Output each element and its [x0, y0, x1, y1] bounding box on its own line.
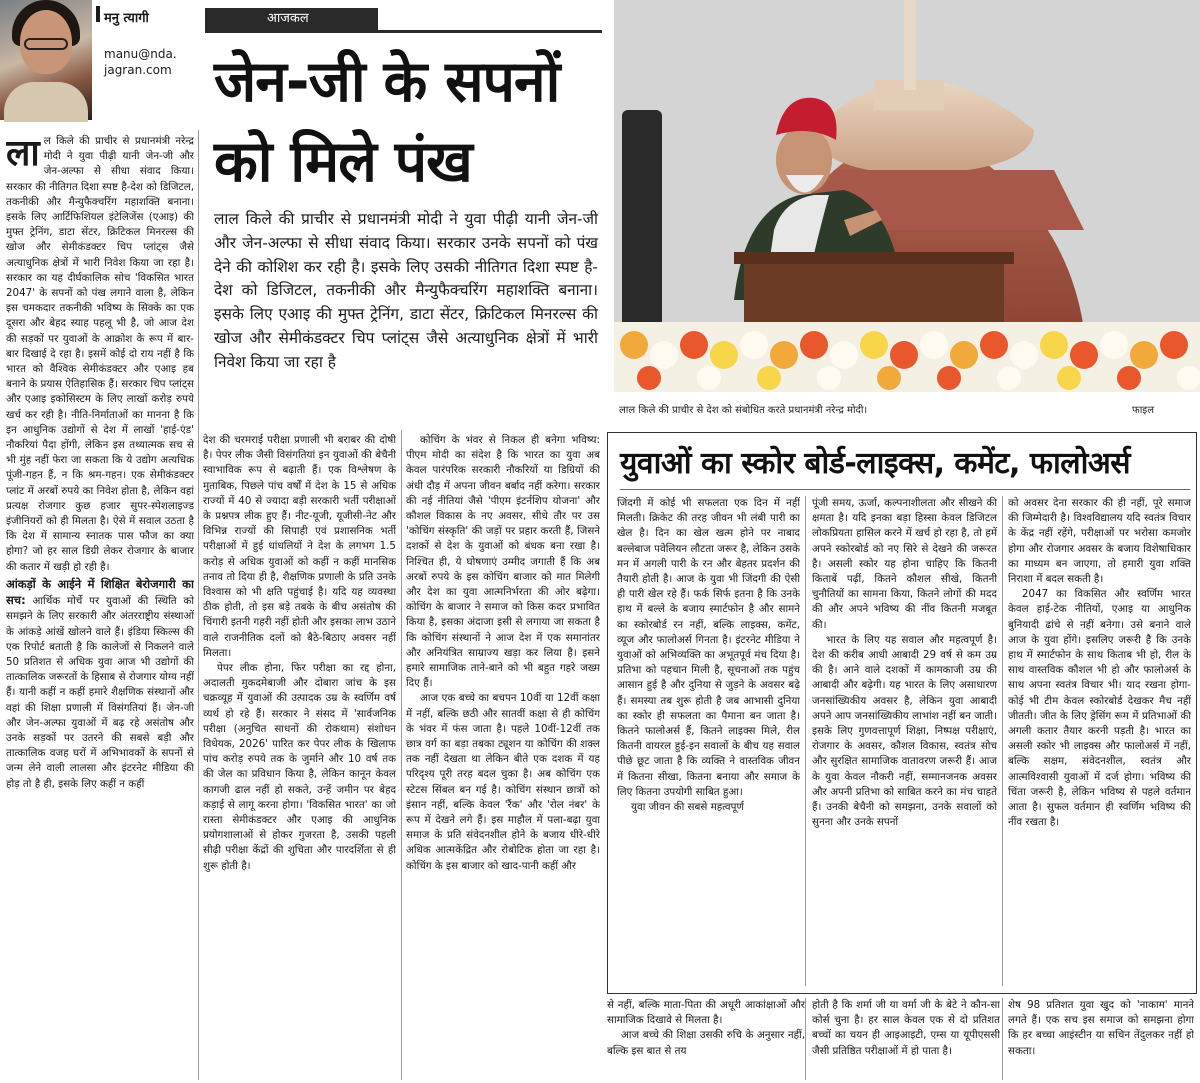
bottom-column-2 — [812, 998, 1000, 1080]
bottom-column-1-text-2: आज बच्चे की शिक्षा उसकी रुचि के अनुसार नहीं, बल्कि इस बात से तय — [607, 1029, 805, 1057]
standfirst: लाल किले की प्राचीर से प्रधानमंत्री मोदी ने युवा पीढ़ी यानी जेन-जी और जेन-अल्फा से सीधा संवाद किया। सरकार उनके सपनों को पंख देने की कोशिश कर रही है। इसके लिए उसकी नीतिगत दिशा स्पष्ट है-देश को डिजिटल, तकनीकी और मैन्युफैक्चरिंग महाशक्ति बनाना। इसके लिए एआइ की मुफ्त ट्रेनिंग, डाटा सेंटर, क्रिटिकल मिनरल्स की खोज और सेमीकंडक्टर चिप प्लांट्स जैसे अत्याधुनिक क्षेत्रों में भारी निवेश किया जा रहा है — [214, 210, 598, 371]
column-divider — [1002, 496, 1003, 986]
author-email: manu@nda. jagran.com — [104, 47, 177, 77]
lead-photo — [614, 0, 1200, 392]
column-divider — [805, 998, 806, 1080]
column-divider — [401, 430, 402, 1080]
author-bar — [96, 6, 100, 22]
label-rule — [205, 30, 602, 33]
column-2-text: देश की चरमराई परीक्षा प्रणाली भी बराबर की दोषी है। पेपर लीक जैसी विसंगतियां इन युवाओं की बेचैनी स्वाभाविक रूप से बढ़ाती हैं। एक विश्लेषण के मुताबिक, पिछले पांच वर्षों में देश के 15 से अधिक राज्यों में 40 से ज्यादा बड़ी सरकारी भर्ती परीक्षाओं के प्रश्नपत्र लीक हुए हैं। नीट-यूजी, यूजीसी-नेट और विभिन्न राज्यों की सिपाही एवं प्रशासनिक भर्ती परीक्षाओं में हुई धांधलियों ने देश के लगभग 1.5 करोड़ से अधिक युवाओं को कहीं न कहीं मानसिक तनाव तो दिया ही है, शैक्षणिक प्रणाली के प्रति उनके विश्वास को भी क्षति पहुंचाई है। यदि यह व्यवस्था ठीक होती, तो इस बड़े तबके के बीच असंतोष की चिंगारी इतनी गहरी नहीं होती और इसका लाभ उठाने वाले राजनीतिक दलों को बैठे-बिठाए अवसर नहीं मिलता। — [203, 434, 396, 659]
bottom-column-3 — [1008, 998, 1194, 1080]
column-3-text: कोचिंग के भंवर से निकल ही बनेगा भविष्य: पीएम मोदी का संदेश है कि भारत का युवा अब केवल पारंपरिक सरकारी नौकरियों या डिग्रियों की अंधी दौड़ में अपना जीवन बर्बाद नहीं करेगा। सरकार की नई नीतियां जैसे 'पीएम इंटर्नशिप योजना' और कौशल विकास के नए अवसर, सीधे तौर पर उस 'कोचिंग संस्कृति' की जड़ों पर प्रहार करती हैं, जिसने दशकों से देश के युवाओं को बंधक बना रखा है। निश्चित ही, ये घोषणाएं उम्मीद जगाती हैं कि अब अरबों रुपये के इस कोचिंग बाजार को मात मिलेगी और देश का युवा आत्मनिर्भरता की ओर बढ़ेगा। कोचिंग के बाजार ने समाज को किस कदर प्रभावित किया है, इसका अंदाजा इसी से लगाया जा सकता है कि कोचिंग संस्थानों ने आज देश में एक समानांतर और अनियंत्रित साम्राज्य खड़ा कर लिया है। इसने हमारे सामाजिक ताने-बाने को भी बहुत गहरे जख्म दिए हैं। — [406, 434, 600, 690]
box-column-3-text: को अवसर देना सरकार की ही नहीं, पूरे समाज की जिम्मेदारी है। विश्वविद्यालय यदि स्वतंत्र विचार के केंद्र नहीं रहेंगे, परीक्षाओं पर भरोसा कमजोर होगा और रोजगार अवसर के बजाय विशेषाधिकार का माध्यम बन जाएगा, तो हमारी युवा शक्ति निराशा में बदल सकती है। — [1008, 497, 1191, 586]
box-column-1-text: जिंदगी में कोई भी सफलता एक दिन में नहीं मिलती। क्रिकेट की तरह जीवन भी लंबी पारी का खेल है। दिन का खेल खत्म होने पर नाबाद बल्लेबाज पवेलियन लौटता जरूर है, लेकिन उसके मन में अगली पारी के रन और बेहतर प्रदर्शन की तैयारी होती है। आज के युवा भी जिंदगी की ऐसी ही पारी खेल रहे हैं। फर्क सिर्फ इतना है कि उनके हाथ में बल्ले के बजाय स्मार्टफोन है और सामने का स्कोरबोर्ड रन नहीं, बल्कि लाइक्स, कमेंट, व्यूज और फालोअर्स गिनता है। इंटरनेट मीडिया ने युवाओं को अभिव्यक्ति का अभूतपूर्व मंच दिया है। प्रतिभा को पहचान मिली है, सूचनाओं तक पहुंच आसान हुई है और दुनिया से जुड़ने के अवसर बढ़े हैं। समस्या तब शुरू होती है जब आभासी दुनिया का स्कोर ही सफलता का पैमाना बन जाता है। कितने फालोअर्स हैं, कितने लाइक्स मिले, रील कितनी वायरल हुई-इन सवालों के बीच यह सवाल पीछे छूट जाता है कि व्यक्ति ने वास्तविक जीवन में कितना सीखा, कितना बनाया और समाज के लिए कितना उपयोगी साबित हुआ। — [617, 497, 800, 798]
column-1-text-2: आर्थिक मोर्चे पर युवाओं की स्थिति को समझने के लिए सरकारी और अंतरराष्ट्रीय संस्थाओं के आंकड़े आंखें खोलने वाले हैं। इंडिया स्किल्स की एक रिपोर्ट बताती है कि कालेजों से निकलने वाले 50 प्रतिशत से अधिक युवा आज भी उद्योगों की तात्कालिक जरूरतों के हिसाब से रोजगार योग्य नहीं हैं। यानी कहीं न कहीं हमारे शैक्षणिक संस्थानों और वहां की शिक्षा प्रणाली में विसंगतियां हैं। जेन-जी और जेन-अल्फा युवाओं में बढ़ रहे असंतोष और उनके सड़कों पर उतरने की सबसे बड़ी और तात्कालिक वजह घरों में अभिभावकों के सपनों से जन्म लेने वाली लालसा और इंटरनेट मीडिया की होड़ तो है ही, इसके लिए कहीं न कहीं — [6, 595, 194, 790]
bottom-column-1 — [607, 998, 805, 1080]
column-divider — [198, 130, 199, 1080]
author-name: मनु त्यागी — [104, 11, 149, 26]
bottom-column-1-text: से नहीं, बल्कि माता-पिता की अधूरी आकांक्षाओं और सामाजिक दिखावे से मिलता है। — [607, 999, 805, 1027]
bottom-column-3-text: शेष 98 प्रतिशत युवा खुद को 'नाकाम' मानने लगते हैं। एक सच इस समाज को समझना होगा कि हर बच्चा आइंस्टीन या सचिन तेंदुलकर नहीं हो सकता। — [1008, 999, 1194, 1057]
article-column-2 — [203, 433, 396, 1078]
subhead: आंकड़ों के आईने में शिक्षित बेरोजगारी का सच: — [6, 576, 194, 608]
box-column-2-text: पूंजी समय, ऊर्जा, कल्पनाशीलता और सीखने की क्षमता है। यदि इनका बड़ा हिस्सा केवल डिजिटल लोकप्रियता हासिल करने में खर्च हो रहा है, तो हमें अपने स्कोरबोर्ड को नए सिरे से देखने की जरूरत है। असली स्कोर यह होना चाहिए कि कितनी किताबें पढ़ीं, कितने कौशल सीखे, कितनी चुनौतियों का सामना किया, कितने लोगों की मदद की और अपने भविष्य की नींव कितनी मजबूत की। — [812, 497, 997, 631]
article-column-1 — [6, 134, 194, 1078]
column-divider — [1002, 998, 1003, 1080]
headline: जेन-जी के सपनों को मिले पंख — [214, 49, 560, 195]
column-3-text-2: आज एक बच्चे का बचपन 10वीं या 12वीं कक्षा में नहीं, बल्कि छठी और सातवीं कक्षा से ही कोचिंग के भंवर में फंस जाता है। पहले 10वीं-12वीं तक छात्र वर्ग का बड़ा तबका ट्यूशन या कोचिंग की शक्ल तक नहीं देखता था लेकिन बीते एक दशक में यह परिदृश्य पूरी तरह बदल चुका है। अब कोचिंग एक स्टेटस सिंबल बन गई है। कोचिंग संस्थान छात्रों को इंसान नहीं, बल्कि केवल 'रैंक' और 'रोल नंबर' के रूप में देखने लगे हैं। इस माहौल में पला-बढ़ा युवा समाज के प्रति संवेदनशील होने के बजाय धीरे-धीरे अधिक आत्मकेंद्रित और रोबोटिक होता जा रहा है। कोचिंग के इस बाजार को खाद-पानी कहीं और — [406, 692, 600, 872]
column-label: आजकल — [205, 8, 378, 30]
box-column-3 — [1008, 496, 1191, 988]
box-rule — [620, 489, 1190, 490]
column-divider — [805, 496, 806, 986]
box-column-2-text-2: भारत के लिए यह सवाल और महत्वपूर्ण है। देश की करीब आधी आबादी 29 वर्ष से कम उम्र की है। आने वाले दशकों में कामकाजी उम्र की आबादी और बढ़ेगी। यह भारत के लिए असाधारण जनसांख्यिकीय अवसर है, लेकिन युवा आबादी अपने आप जनसांख्यिकीय लाभांश नहीं बन जाती। इसके लिए गुणवत्तापूर्ण शिक्षा, निष्पक्ष परीक्षाएं, रोजगार के अवसर, कौशल विकास, स्वतंत्र सोच और सुरक्षित सामाजिक वातावरण जरूरी हैं। आज के युवा केवल नौकरी नहीं, सम्मानजनक अवसर और अपनी प्रतिभा को साबित करने का मंच चाहते हैं। उनकी बेचैनी को समझना, उनके सवालों को सुनना और उनके सपनों — [812, 633, 997, 829]
box-column-1-text-2: युवा जीवन की सबसे महत्वपूर्ण — [631, 801, 744, 814]
bottom-column-2-text: होती है कि शर्मा जी या वर्मा जी के बेटे ने कौन-सा कोर्स चुना है। हर साल केवल एक से दो प्रतिशत बच्चों का चयन ही आइआइटी, एम्स या यूपीएससी जैसी प्रतिष्ठित परीक्षाओं में हो पाता है। — [812, 999, 1000, 1057]
column-1-text: ल किले की प्राचीर से प्रधानमंत्री नरेन्द्र मोदी ने युवा पीढ़ी यानी जेन-जी और जेन-अल्फा से सीधा संवाद किया। सरकार की नीतिगत दिशा स्पष्ट है-देश को डिजिटल, तकनीकी और मैन्युफैक्चरिंग महाशक्ति बनाना। इसके लिए आर्टिफिशियल इंटेलिजेंस (एआइ) की मुफ्त ट्रेनिंग, डाटा सेंटर, क्रिटिकल मिनरल्स की खोज और सेमीकंडक्टर चिप प्लांट्स जैसे अत्याधुनिक क्षेत्रों में भारी निवेश किया जा रहा है। सरकार का यह दीर्घकालिक सोच 'विकसित भारत 2047' के सपनों को पंख लगाने वाला है, लेकिन इस चमकदार तकनीकी भविष्य के सिक्के का एक दूसरा और बेहद स्याह पहलू भी है, जो आज देश की सड़कों पर युवाओं के आक्रोश के रूप में बार-बार दिखाई दे रहा है। इसमें कोई दो राय नहीं है कि भारत को वैश्विक सेमीकंडक्टर और एआइ हब बनाने के प्रयास ऐतिहासिक हैं। सरकार चिप प्लांट्स और एआइ इकोसिस्टम के लिए लाखों करोड़ रुपये खर्च कर रही है। नीति-निर्माताओं का मानना है कि इन आधुनिक उद्योगों से देश में लाखों 'हाई-एंड' नौकरियां पैदा होंगी, लेकिन इस तथ्यात्मक सच से भी मुंह नहीं फेरा जा सकता कि ये उद्योग अत्यधिक पूंजी-गहन हैं, न कि श्रम-गहन। एक सेमीकंडक्टर प्लांट में अरबों रुपये का निवेश होता है, लेकिन वहां प्रत्यक्ष रोजगार कुछ हजार सुपर-स्पेशलाइज्ड इंजीनियरों को ही मिलता है। ऐसे में सवाल उठता है कि देश में सामान्य स्नातक पास फौज का क्या होगा? जो हर साल डिग्री लेकर रोजगार के बाजार की कतार में खड़ी हो रही है। — [6, 135, 194, 573]
article-column-3 — [406, 433, 600, 1078]
box-headline: युवाओं का स्कोर बोर्ड-लाइक्स, कमेंट, फालोअर्स — [620, 446, 1131, 481]
photo-caption: लाल किले की प्राचीर से देश को संबोधित करते प्रधानमंत्री नरेन्द्र मोदी। — [619, 405, 868, 416]
box-column-1 — [617, 496, 800, 988]
box-column-3-text-2: 2047 का विकसित और स्वर्णिम भारत केवल हाई-टेक नीतियों, एआइ या आधुनिक बुनियादी ढांचे से नहीं बनेगा। उसे बनाने वाले आज के युवा होंगे। इसलिए जरूरी है कि उनके हाथ में स्मार्टफोन के साथ किताब भी हो, रील के साथ वास्तविक कौशल भी हो और फालोअर्स के साथ अपना स्वतंत्र विचार भी। याद रखना होगा-कोई भी टीम केवल स्कोरबोर्ड देखकर मैच नहीं जीतती। जीत के लिए ड्रेसिंग रूम में प्रतिभाओं की अगली कतार तैयार करनी पड़ती है। भारत का असली स्कोर भी लाइक्स और फालोअर्स में नहीं, बल्कि सक्षम, संवेदनशील, स्वतंत्र और आत्मविश्वासी युवाओं में दर्ज होगा। भविष्य की चिंता जरूरी है, लेकिन भविष्य से पहले वर्तमान आता है। सुफल वर्तमान ही स्वर्णिम भविष्य की नींव रखता है। — [1008, 588, 1191, 829]
author-photo — [0, 0, 92, 120]
dropcap: ला — [6, 134, 40, 174]
column-2-text-2: पेपर लीक होना, फिर परीक्षा का रद्द होना, अदालती मुकदमेबाजी और दोबारा जांच के इस चक्रव्यूह में युवाओं की उत्पादक उम्र के स्वर्णिम वर्ष व्यर्थ हो रहे हैं। सरकार ने संसद में 'सार्वजनिक परीक्षा (अनुचित साधनों की रोकथाम) संशोधन विधेयक, 2026' पारित कर पेपर लीक के खिलाफ पांच करोड़ रुपये तक के जुर्माने और 10 वर्ष तक की जेल का प्रविधान किया है, लेकिन कानून केवल कागजी ढाल नहीं हो सकते, उन्हें जमीन पर बेहद कड़ाई से लागू करना होगा। 'विकसित भारत' का जो रास्ता सेमीकंडक्टर और एआइ की आधुनिक प्रयोगशालाओं से होकर गुजरता है, उसकी पहली सीढ़ी परीक्षा केंद्रों की शुचिता और पारदर्शिता से ही शुरू होती है। — [203, 662, 396, 872]
photo-credit: फाइल — [1132, 405, 1154, 416]
box-column-2 — [812, 496, 997, 988]
